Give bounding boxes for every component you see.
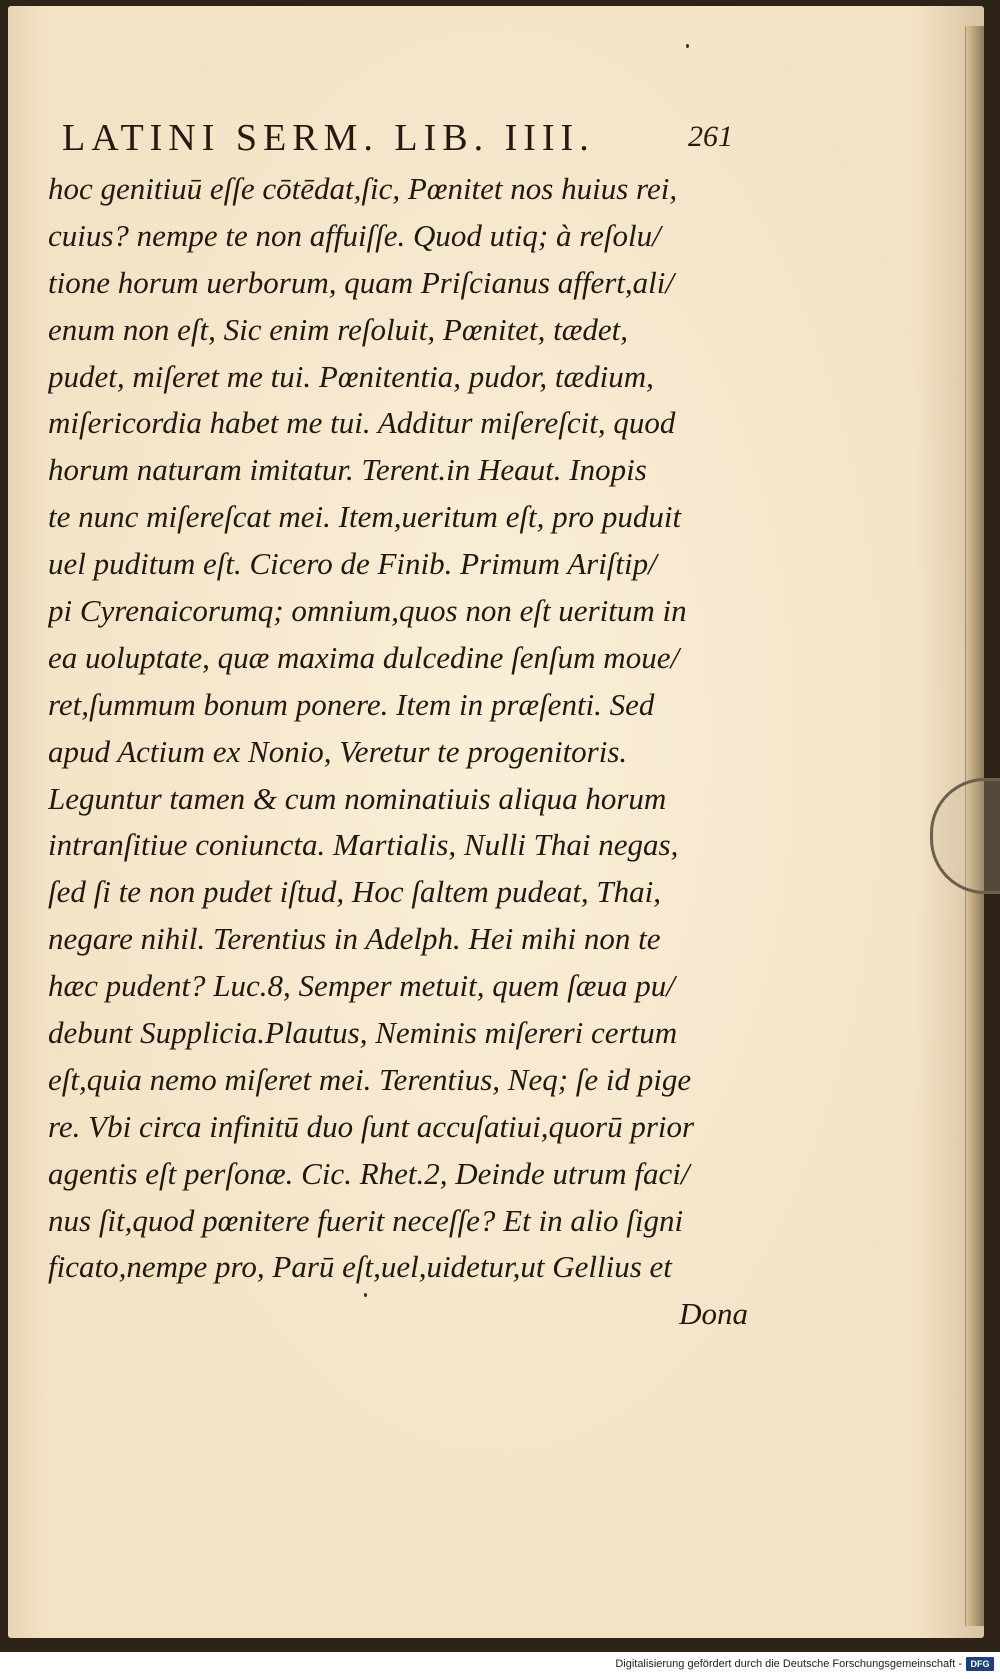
text-line: agentis eſt perſonæ. Cic. Rhet.2, Deinde utrum faci/ <box>48 1155 690 1191</box>
running-head: LATINI SERM. LIB. IIII. <box>62 117 595 159</box>
text-line: pi Cyrenaicorumq; omnium,quos non eſt ueritum in <box>48 593 687 629</box>
catchword: Dona <box>679 1296 748 1332</box>
text-line: miſericordia habet me tui. Additur miſereſcit, quod <box>48 405 676 441</box>
text-line: apud Actium ex Nonio, Veretur te progenitoris. <box>48 733 628 769</box>
text-line: uel puditum eſt. Cicero de Finib. Primum Ariſtip/ <box>48 546 657 582</box>
text-line: ficato,nempe pro, Parū eſt,uel,uidetur,ut Gellius et <box>48 1249 672 1285</box>
show-through-text <box>30 1318 750 1378</box>
text-line: ret,ſummum bonum ponere. Item in præſenti. Sed <box>48 686 655 722</box>
text-block <box>48 166 748 1338</box>
text-line: horum naturam imitatur. Terent.in Heaut. Inopis <box>48 452 647 488</box>
text-line: ea uoluptate, quæ maxima dulcedine ſenſum moue/ <box>48 639 680 675</box>
folio-number: 261 <box>688 120 733 153</box>
text-line: pudet, miſeret me tui. Pœnitentia, pudor, tædium, <box>48 358 654 394</box>
text-line: te nunc miſereſcat mei. Item,ueritum eſt, pro puduit <box>48 499 682 535</box>
text-line: re. Vbi circa infinitū duo ſunt accuſatiui,quorū prior <box>48 1108 695 1144</box>
text-line: debunt Supplicia.Plautus, Neminis miſereri certum <box>48 1015 678 1051</box>
text-line: Leguntur tamen & cum nominatiuis aliqua horum <box>48 780 667 816</box>
ink-speck <box>364 1293 367 1297</box>
text-line: tione horum uerborum, quam Priſcianus affert,ali/ <box>48 264 675 300</box>
dfg-logo: DFG <box>966 1657 994 1671</box>
footer-bar <box>0 1652 1000 1679</box>
text-line: enum non eſt, Sic enim reſoluit, Pœnitet, tædet, <box>48 311 629 347</box>
text-line: cuius? nempe te non affuiſſe. Quod utiq; à reſolu/ <box>48 217 661 253</box>
text-line: ſed ſi te non pudet iſtud, Hoc ſaltem pudeat, Thai, <box>48 874 662 910</box>
text-line: intranſitiue coniuncta. Martialis, Nulli Thai negas, <box>48 827 679 863</box>
ink-speck <box>686 44 689 48</box>
text-line: nus ſit,quod pœnitere fuerit neceſſe? Et in alio ſigni <box>48 1202 684 1238</box>
text-line: eſt,quia nemo miſeret mei. Terentius, Neq; ſe id pige <box>48 1061 692 1097</box>
digitization-credit: Digitalisierung gefördert durch die Deutsche Forschungsgemeinschaft - <box>615 1658 962 1670</box>
text-line: hæc pudent? Luc.8, Semper metuit, quem ſæua pu/ <box>48 968 675 1004</box>
text-line: hoc genitiuū eſſe cōtēdat,ſic, Pœnitet nos huius rei, <box>48 171 678 206</box>
text-line: negare nihil. Terentius in Adelph. Hei mihi non te <box>48 921 661 957</box>
